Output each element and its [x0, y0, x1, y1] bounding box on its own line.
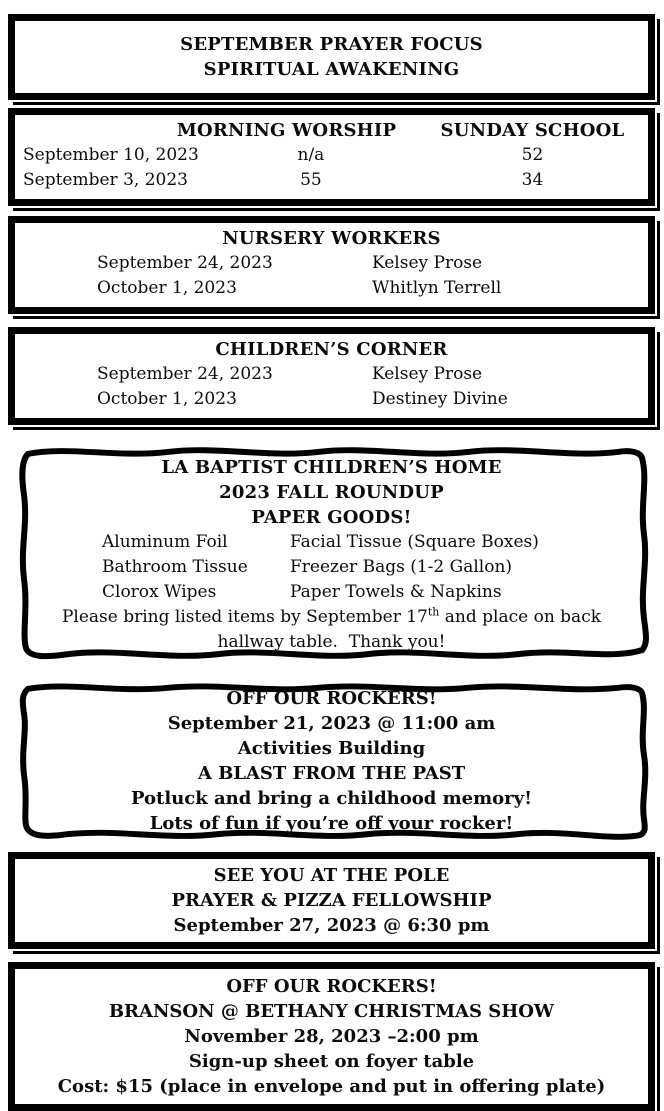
- attendance-row: [15, 168, 648, 193]
- childrens-corner-roster-row: [15, 387, 648, 412]
- roster-name: Kelsey Prose: [372, 253, 483, 273]
- roster-date: October 1, 2023: [97, 389, 237, 409]
- nursery-workers-box: [8, 216, 655, 314]
- roster-name: Whitlyn Terrell: [372, 278, 502, 298]
- childrens-home-title-line3: PAPER GOODS!: [251, 507, 412, 528]
- branson-line: BRANSON @ BETHANY CHRISTMAS SHOW: [108, 1001, 555, 1022]
- pole-line: September 27, 2023 @ 6:30 pm: [173, 915, 490, 936]
- off-our-rockers-branson-box: [8, 962, 655, 1111]
- paper-goods-item: Bathroom Tissue: [102, 557, 248, 577]
- nursery-roster-row: [15, 276, 648, 301]
- childrens-corner-title: CHILDREN’S CORNER: [215, 339, 448, 360]
- paper-goods-item: Aluminum Foil: [102, 532, 228, 552]
- prayer-focus-title-line2: SPIRITUAL AWAKENING: [203, 59, 460, 80]
- note-text: Please bring listed items by September 17: [61, 607, 428, 627]
- branson-line: Sign-up sheet on foyer table: [188, 1051, 475, 1072]
- attendance-date: September 10, 2023: [23, 145, 199, 165]
- paper-goods-row: [8, 530, 655, 555]
- note-superscript: th: [427, 605, 440, 619]
- paper-goods-item: Paper Towels & Napkins: [290, 582, 502, 602]
- attendance-date: September 3, 2023: [23, 170, 188, 190]
- paper-goods-item: Clorox Wipes: [102, 582, 217, 602]
- potluck-line: Lots of fun if you’re off your rocker!: [149, 813, 514, 834]
- roster-date: September 24, 2023: [97, 253, 273, 273]
- roster-name: Destiney Divine: [372, 389, 508, 409]
- pole-line: PRAYER & PIZZA FELLOWSHIP: [171, 890, 492, 911]
- branson-line: Cost: $15 (place in envelope and put in offering plate): [57, 1076, 606, 1097]
- pole-line: SEE YOU AT THE POLE: [213, 865, 450, 886]
- branson-line: November 28, 2023 –2:00 pm: [184, 1026, 479, 1047]
- nursery-roster-row: [15, 251, 648, 276]
- potluck-line: Activities Building: [237, 738, 426, 759]
- attendance-box: [8, 108, 655, 206]
- childrens-corner-roster-row: [15, 362, 648, 387]
- paper-goods-item: Facial Tissue (Square Boxes): [290, 532, 539, 552]
- roster-name: Kelsey Prose: [372, 364, 483, 384]
- childrens-home-title-line2: 2023 FALL ROUNDUP: [219, 482, 444, 503]
- attendance-sunday-value: 52: [521, 145, 544, 165]
- off-our-rockers-potluck-box: [8, 676, 655, 844]
- childrens-home-box: [8, 440, 655, 668]
- attendance-header-sunday-school: SUNDAY SCHOOL: [440, 120, 625, 141]
- see-you-at-the-pole-box: [8, 852, 655, 949]
- potluck-line: Potluck and bring a childhood memory!: [130, 788, 533, 809]
- paper-goods-note: [8, 605, 655, 655]
- note-text: and place on back hallway table. Thank you!: [217, 607, 607, 652]
- prayer-focus-title-line1: SEPTEMBER PRAYER FOCUS: [180, 34, 483, 55]
- childrens-home-title-line1: LA BAPTIST CHILDREN’S HOME: [161, 457, 502, 478]
- attendance-sunday-value: 34: [521, 170, 544, 190]
- attendance-header-morning-worship: MORNING WORSHIP: [176, 120, 397, 141]
- attendance-header-row: [15, 118, 648, 143]
- attendance-morning-value: n/a: [297, 145, 325, 165]
- prayer-focus-box: [8, 14, 655, 100]
- potluck-line: OFF OUR ROCKERS!: [226, 688, 437, 709]
- childrens-corner-box: [8, 327, 655, 425]
- paper-goods-item: Freezer Bags (1-2 Gallon): [290, 557, 513, 577]
- roster-date: October 1, 2023: [97, 278, 237, 298]
- paper-goods-row: [8, 555, 655, 580]
- attendance-row: [15, 143, 648, 168]
- branson-line: OFF OUR ROCKERS!: [226, 976, 437, 997]
- potluck-line: A BLAST FROM THE PAST: [197, 763, 466, 784]
- roster-date: September 24, 2023: [97, 364, 273, 384]
- nursery-workers-title: NURSERY WORKERS: [222, 228, 441, 249]
- attendance-morning-value: 55: [300, 170, 322, 190]
- potluck-line: September 21, 2023 @ 11:00 am: [167, 713, 496, 734]
- paper-goods-row: [8, 580, 655, 605]
